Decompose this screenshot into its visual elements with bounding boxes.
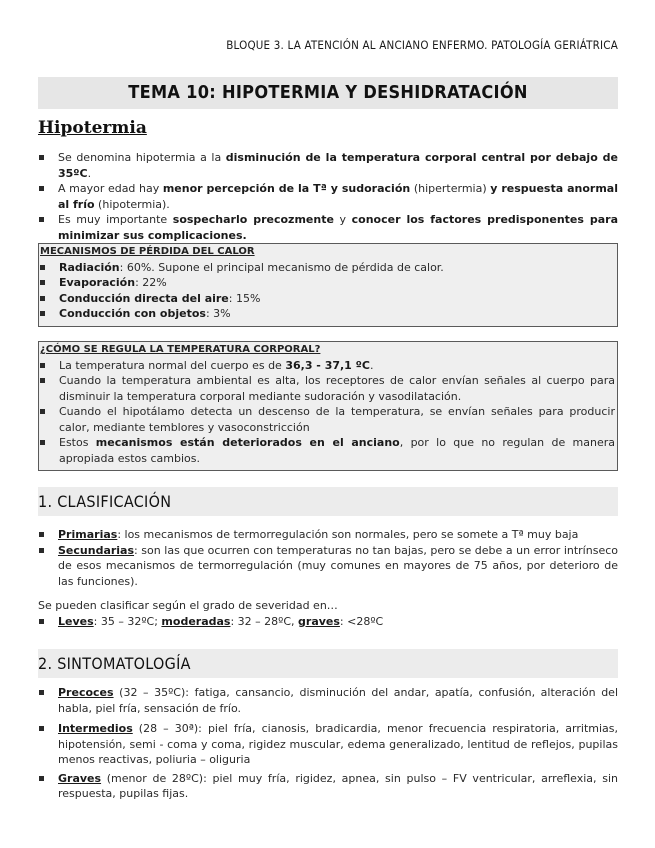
list-item: Graves (menor de 28ºC): piel muy fría, rigidez, apnea, sin pulso – FV ventricular, arreflexia, sin respuesta, pupilas fijas. (38, 771, 618, 802)
list-item: Es muy importante sospecharlo precozmente y conocer los factores predisponentes para minimizar sus complicaciones. (38, 212, 618, 243)
clasificacion-heading: 1. CLASIFICACIÓN (38, 491, 172, 511)
list-item: Conducción con objetos: 3% (39, 306, 615, 322)
title-banner (38, 77, 618, 109)
page-title: TEMA 10: HIPOTERMIA Y DESHIDRATACIÓN (128, 82, 528, 104)
sintomatologia-heading: 2. SINTOMATOLOGÍA (38, 653, 191, 673)
severity-intro: Se pueden clasificar según el grado de severidad en… (38, 599, 338, 612)
hipotermia-section (38, 150, 618, 243)
running-header: BLOQUE 3. LA ATENCIÓN AL ANCIANO ENFERMO. PATOLOGÍA GERIÁTRICA (226, 38, 618, 52)
list-item: Cuando el hipotálamo detecta un descenso de la temperatura, se envían señales para producir calor, mediante temblores y vasoconstricción (39, 404, 615, 435)
list-item: Leves: 35 – 32ºC; moderadas: 32 – 28ºC, graves: <28ºC (38, 614, 618, 630)
mecanismos-title: MECANISMOS DE PÉRDIDA DEL CALOR (40, 246, 255, 257)
list-item: Estos mecanismos están deteriorados en el anciano, por lo que no regulan de manera apropiada estos cambios. (39, 435, 615, 466)
list-item: Evaporación: 22% (39, 275, 615, 291)
list-item: Primarias: los mecanismos de termorregulación son normales, pero se somete a Tª muy baja (38, 527, 618, 543)
list-item: Se denomina hipotermia a la disminución de la temperatura corporal central por debajo de 35ºC. (38, 150, 618, 181)
regula-title: ¿CÓMO SE REGULA LA TEMPERATURA CORPORAL? (40, 344, 321, 355)
list-item: Precoces (32 – 35ºC): fatiga, cansancio, disminución del andar, apatía, confusión, alteración del habla, piel fría, sensación de frío. (38, 685, 618, 716)
list-item: A mayor edad hay menor percepción de la Tª y sudoración (hipertermia) y respuesta anormal al frío (hipotermia). (38, 181, 618, 212)
sintomatologia-section (38, 685, 618, 802)
list-item: La temperatura normal del cuerpo es de 36,3 - 37,1 ºC. (39, 358, 615, 374)
list-item: Intermedios (28 – 30ª): piel fría, cianosis, bradicardia, menor frecuencia respiratoria, arritmias, hipotensión, semi - coma y coma, rigidez muscular, edema generalizado, lentitud de reflejos, pupilas menos reactivas, poliuria – oliguria (38, 721, 618, 768)
sintomatologia-heading-bar (38, 649, 618, 678)
list-item: Conducción directa del aire: 15% (39, 291, 615, 307)
list-item: Secundarias: son las que ocurren con temperaturas no tan bajas, pero se debe a un error intrínseco de esos mecanismos de termorregulación (muy comunes en mayores de 75 años, por deterioro de las funciones). (38, 543, 618, 590)
mecanismos-box (38, 243, 618, 327)
clasificacion-section (38, 527, 618, 629)
hipotermia-heading: Hipotermia (38, 118, 147, 138)
list-item: Radiación: 60%. Supone el principal mecanismo de pérdida de calor. (39, 260, 615, 276)
clasificacion-heading-bar (38, 487, 618, 516)
list-item: Cuando la temperatura ambiental es alta, los receptores de calor envían señales al cuerpo para disminuir la temperatura corporal mediante sudoración y vasodilatación. (39, 373, 615, 404)
regula-box (38, 341, 618, 471)
